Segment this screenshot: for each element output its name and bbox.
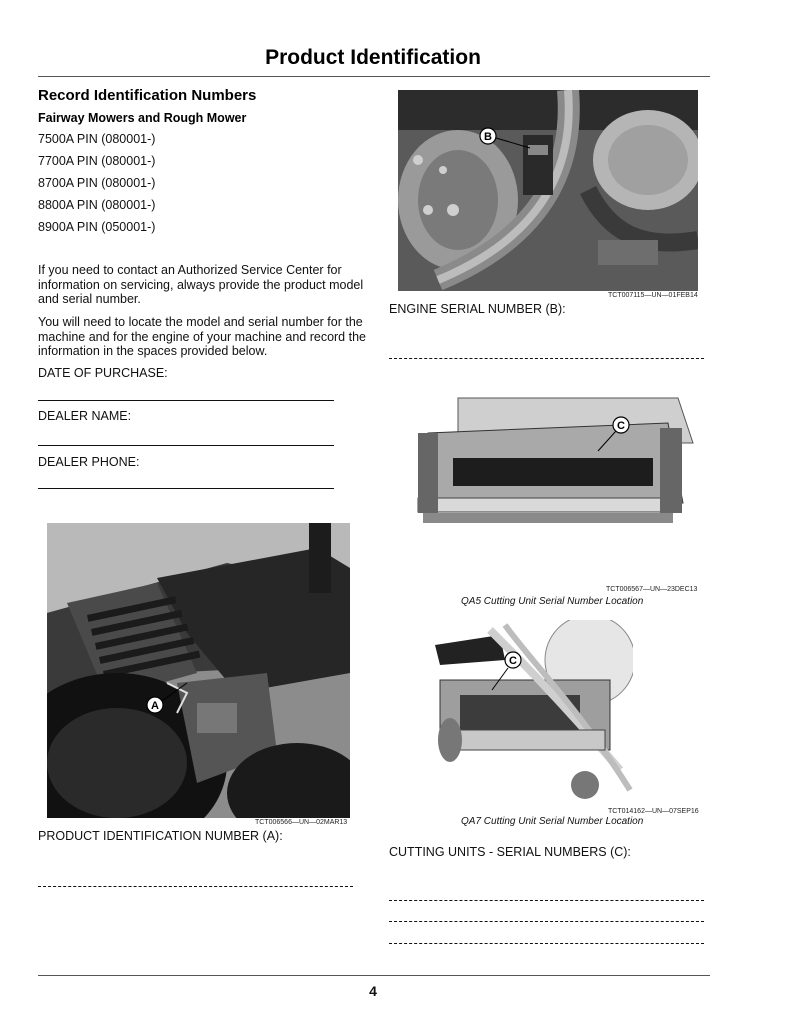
date-of-purchase-blank[interactable] [38, 400, 334, 401]
service-paragraph: If you need to contact an Authorized Service Center for information on servicing, always provide the product model and serial number. [38, 263, 364, 306]
figure-a-photo [47, 523, 350, 818]
callout-c1: C [617, 420, 625, 432]
pin-label: PRODUCT IDENTIFICATION NUMBER (A): [38, 829, 283, 843]
model-item: 8800A PIN (080001-) [38, 198, 156, 212]
dealer-phone-blank[interactable] [38, 488, 334, 489]
figure-c2-code: TCT014162—UN—07SEP16 [608, 808, 699, 815]
header-rule [38, 76, 710, 77]
figure-b-photo [398, 90, 698, 291]
engine-serial-label: ENGINE SERIAL NUMBER (B): [389, 302, 566, 316]
callout-a: A [151, 700, 159, 712]
callout-c2: C [509, 655, 517, 667]
pin-blank[interactable] [38, 886, 353, 887]
callout-b: B [484, 131, 492, 143]
footer-rule [38, 975, 710, 976]
date-of-purchase-label: DATE OF PURCHASE: [38, 366, 168, 380]
page-number: 4 [369, 983, 377, 999]
figure-c1-caption: QA5 Cutting Unit Serial Number Location [461, 596, 644, 607]
dealer-phone-label: DEALER PHONE: [38, 455, 140, 469]
locate-paragraph: You will need to locate the model and serial number for the machine and for the engine of your machine and record the information in the spaces provided below. [38, 315, 366, 358]
dealer-name-blank[interactable] [38, 445, 334, 446]
cutting-units-blank-3[interactable] [389, 943, 704, 944]
model-item: 7700A PIN (080001-) [38, 154, 156, 168]
model-item: 8700A PIN (080001-) [38, 176, 156, 190]
engine-serial-blank[interactable] [389, 358, 704, 359]
page-title: Product Identification [265, 46, 481, 69]
model-item: 7500A PIN (080001-) [38, 132, 156, 146]
section-heading: Record Identification Numbers [38, 87, 257, 104]
figure-c2-photo [430, 620, 633, 804]
section-subheading: Fairway Mowers and Rough Mower [38, 111, 247, 125]
figure-b-code: TCT007115—UN—01FEB14 [608, 292, 698, 299]
model-item: 8900A PIN (050001-) [38, 220, 156, 234]
figure-c2-caption: QA7 Cutting Unit Serial Number Location [461, 816, 644, 827]
cutting-units-blank-2[interactable] [389, 921, 704, 922]
figure-c1-photo [398, 393, 698, 540]
cutting-units-label: CUTTING UNITS - SERIAL NUMBERS (C): [389, 845, 631, 859]
dealer-name-label: DEALER NAME: [38, 409, 132, 423]
figure-c1-code: TCT006567—UN—23DEC13 [606, 586, 698, 593]
figure-a-code: TCT006566—UN—02MAR13 [255, 819, 348, 826]
cutting-units-blank-1[interactable] [389, 900, 704, 901]
